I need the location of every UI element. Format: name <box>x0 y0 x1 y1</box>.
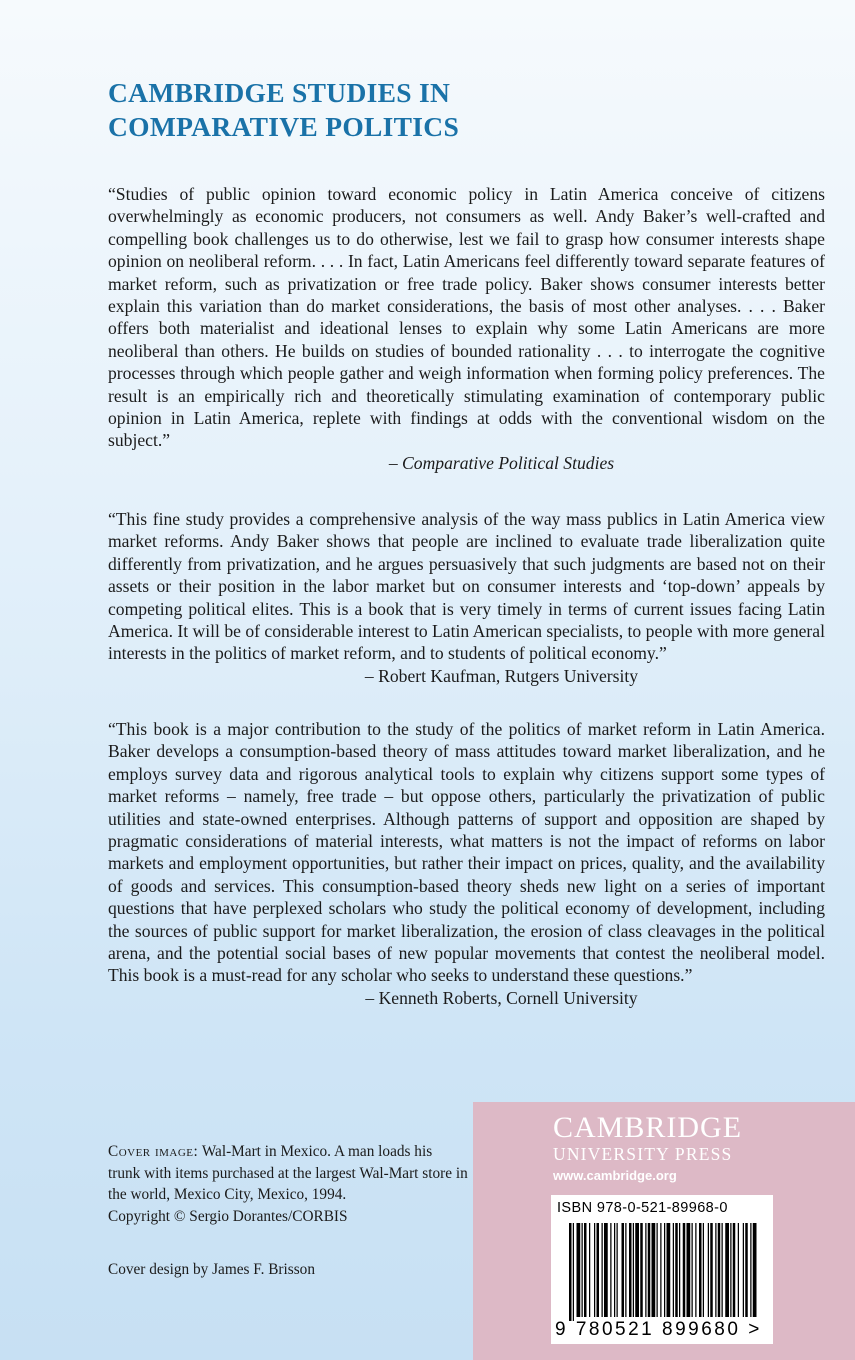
barcode-bar <box>718 1223 721 1317</box>
barcode-bar <box>730 1223 731 1317</box>
barcode-bar <box>660 1223 661 1317</box>
barcode-bar <box>648 1223 651 1317</box>
barcode-bar <box>569 1223 572 1321</box>
barcode-bar <box>582 1223 583 1317</box>
barcode-bar <box>745 1223 748 1317</box>
review-quote-2 <box>108 508 825 687</box>
barcode-bar <box>640 1223 643 1317</box>
barcode-bar <box>743 1223 744 1317</box>
isbn-number: ISBN 978-0-521-89968-0 <box>557 1200 728 1216</box>
review-quote-text: “Studies of public opinion toward economic policy in Latin America conceive of citizens overwhelmingly as economic producers, not consumers as well. Andy Baker’s well-crafted and compelling book challenges us to do otherwise, lest we fail to grasp how consumer interests shape opinion on neoliberal reform. . . . In fact, Latin Americans feel differently toward separate features of market reform, such as privatization or free trade policy. Baker shows consumer interests better explain this variation than do market considerations, the basis of most other analyses. . . . Baker offers both materialist and ideational lenses to explain why some Latin Americans are more neoliberal than others. He builds on studies of bounded rationality . . . to interrogate the cognitive processes through which people gather and weigh information when forming policy preferences. The result is an empirically rich and theoretically stimulating examination of contemporary public opinion in Latin America, replete with findings at odds with the conventional wisdom on the subject.” <box>108 184 825 451</box>
cover-image-caption: Wal-Mart in Mexico. A man loads his trunk with items purchased at the largest Wal-Mart store in the world, Mexico City, Mexico, 1994. <box>108 1143 468 1204</box>
barcode-bar <box>708 1223 709 1317</box>
barcode-bar <box>629 1223 632 1317</box>
barcode-bar <box>673 1223 674 1317</box>
review-attribution: – Robert Kaufman, Rutgers University <box>364 665 639 686</box>
barcode-bar <box>573 1223 574 1321</box>
barcode-bar <box>692 1223 693 1317</box>
barcode-bar <box>753 1223 757 1317</box>
series-title-line2: COMPARATIVE POLITICS <box>108 111 460 142</box>
barcode-bar <box>610 1223 611 1317</box>
barcode-bar <box>675 1223 678 1317</box>
publisher-logo-name: CAMBRIDGE <box>553 1111 743 1144</box>
series-title <box>108 76 708 144</box>
cover-image-label: Cover image: <box>108 1143 199 1160</box>
review-quote-text: “This book is a major contribution to the study of the politics of market reform in Latin America. Baker develops a consumption-based theory of mass attitudes toward market liberalization, and he employs survey data and rigorous analytical tools to explain why citizens support some types of market reforms – namely, free trade – but oppose others, particularly the privatization of public utilities and state-owned enterprises. Although patterns of support and opposition are shaped by pragmatic considerations of material interests, what matters is not the impact of reforms on labor markets and employment opportunities, but rather their impact on prices, quality, and the availability of goods and services. This consumption-based theory sheds new light on a series of important questions that have perplexed scholars who study the political economy of development, including the sources of public support for market liberalization, the erosion of class cleavages in the political arena, and the potential social bases of new popular movements that contest the neoliberal model. This book is a must-read for any scholar who seeks to understand these questions.” <box>108 719 825 986</box>
barcode-bar <box>577 1223 581 1317</box>
publisher-panel <box>473 1102 855 1360</box>
series-title-line1: CAMBRIDGE STUDIES IN <box>108 77 451 108</box>
review-quote-text: “This fine study provides a comprehensive analysis of the way mass publics in Latin America view market reforms. Andy Baker shows that people are inclined to evaluate trade liberalization quite differently from privatization, and he argues persuasively that such judgments are based not on their assets or their position in the labor market but on consumer interests and ‘top-down’ appeals by competing political elites. This is a book that is very timely in terms of current issues facing Latin America. It will be of considerable interest to Latin American specialists, to people with more general interests in the politics of market reform, and to students of political economy.” <box>108 509 825 664</box>
barcode-bar <box>614 1223 615 1317</box>
review-attribution <box>108 452 825 474</box>
barcode-bar <box>657 1223 658 1317</box>
barcode-bar <box>664 1223 665 1317</box>
barcode-bar <box>710 1223 713 1317</box>
barcode-bar <box>725 1223 729 1317</box>
publisher-url: www.cambridge.org <box>553 1168 677 1183</box>
barcode-bar <box>667 1223 671 1317</box>
barcode-bar <box>589 1223 590 1317</box>
barcode-digits: 9 780521 899680 > <box>555 1319 762 1340</box>
barcode-bar <box>594 1223 595 1317</box>
barcode-bar <box>622 1223 625 1317</box>
review-attribution: – Kenneth Roberts, Cornell University <box>365 987 638 1008</box>
barcode-bar <box>604 1223 608 1317</box>
barcode-bar <box>715 1223 716 1317</box>
barcode-label <box>551 1195 773 1344</box>
barcode-bar <box>625 1223 626 1317</box>
barcode-bar <box>699 1223 702 1317</box>
barcode-bar <box>645 1223 646 1317</box>
barcode-bar <box>633 1223 634 1317</box>
barcode-bar <box>635 1223 639 1317</box>
barcode-bar <box>683 1223 686 1317</box>
barcode-bar <box>722 1223 723 1317</box>
review-quote-3 <box>108 718 825 1009</box>
cover-design-credit: Cover design by James F. Brisson <box>108 1261 315 1278</box>
cover-image-copyright: Copyright © Sergio Dorantes/CORBIS <box>108 1207 348 1225</box>
barcode-bar <box>617 1223 618 1317</box>
barcode-bar <box>687 1223 691 1317</box>
attribution-dash: – <box>388 452 403 473</box>
barcode-bar <box>597 1223 600 1317</box>
barcode-bar <box>703 1223 704 1317</box>
barcode-bar <box>750 1223 751 1317</box>
barcode-bar <box>679 1223 680 1317</box>
cover-image-credit <box>108 1141 468 1227</box>
barcode-bar <box>738 1223 739 1317</box>
barcode-bar <box>733 1223 736 1317</box>
barcode-bar <box>652 1223 656 1317</box>
barcode-bar <box>602 1223 603 1317</box>
barcode-bar <box>695 1223 696 1317</box>
barcode-bar <box>584 1223 587 1317</box>
publisher-logo-subname: UNIVERSITY PRESS <box>553 1144 733 1164</box>
attribution-source: Comparative Political Studies <box>402 452 615 473</box>
review-quote-1 <box>108 183 825 474</box>
